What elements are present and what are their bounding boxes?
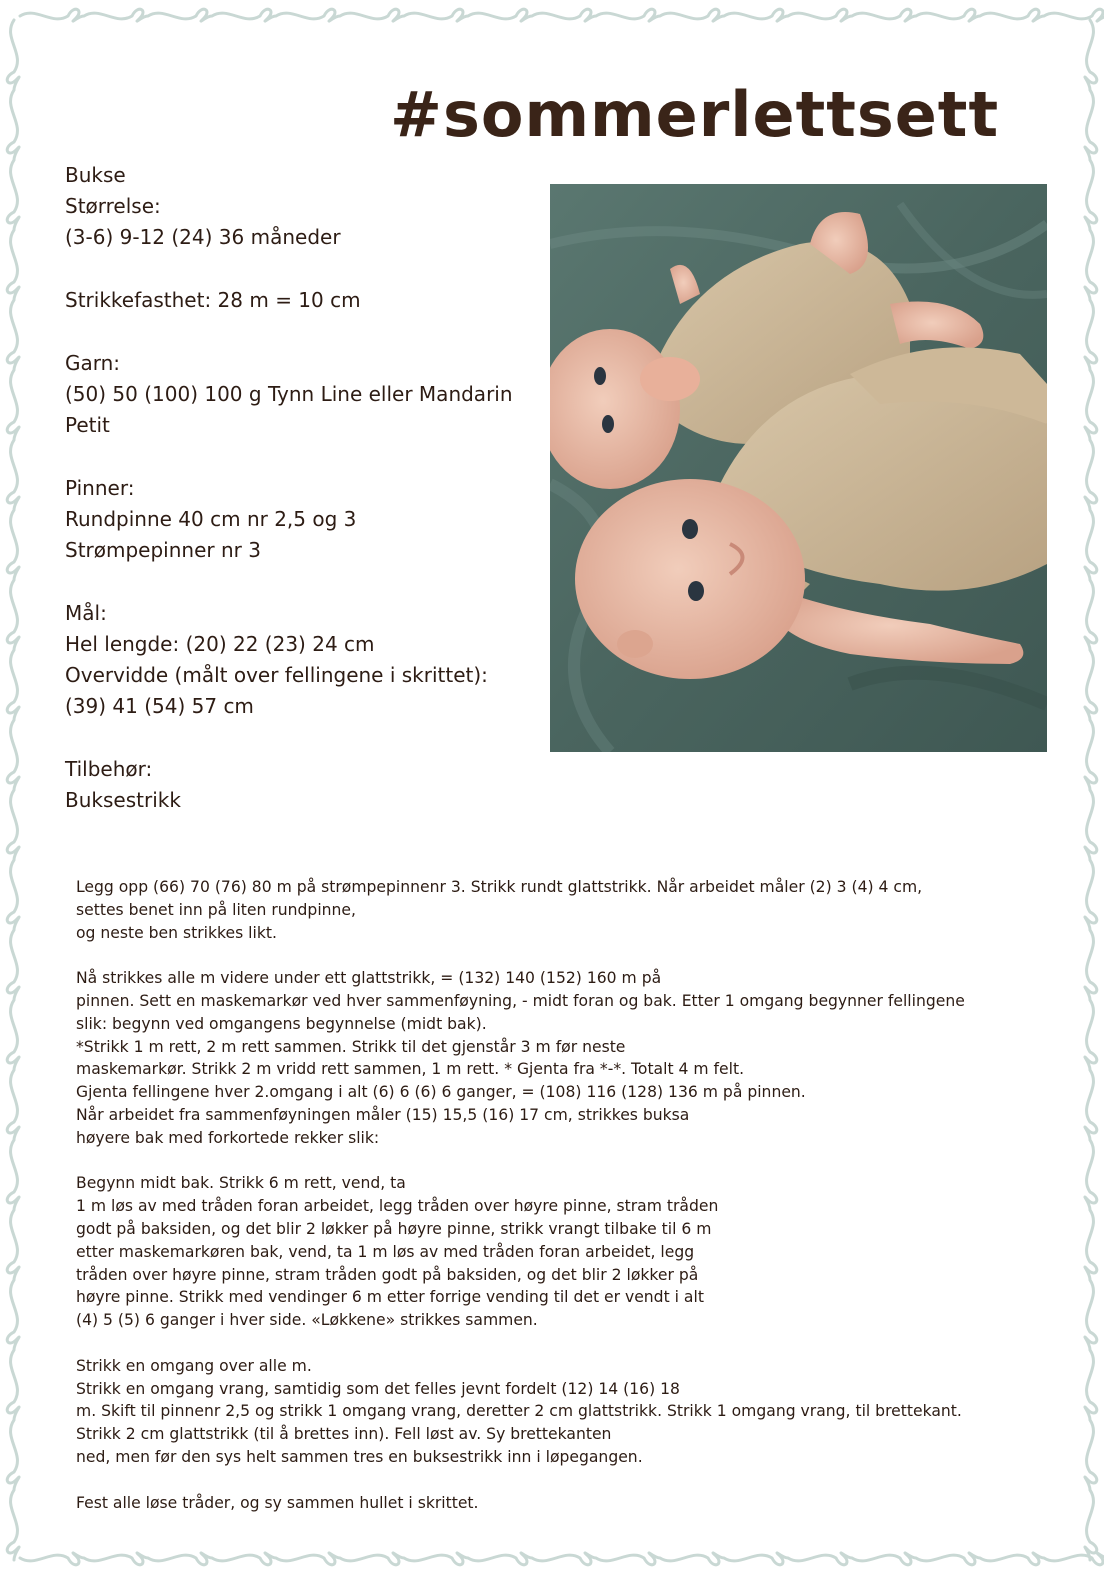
instruction-line: etter maskemarkøren bak, vend, ta 1 m løs av med tråden foran arbeidet, legg <box>76 1242 695 1261</box>
needles-line: Strømpepinner nr 3 <box>65 538 261 562</box>
instruction-line: høyere bak med forkortede rekker slik: <box>76 1128 380 1147</box>
instruction-line: Begynn midt bak. Strikk 6 m rett, vend, ta <box>76 1174 406 1193</box>
yarn-line: (50) 50 (100) 100 g Tynn Line eller Mandarin <box>65 382 513 406</box>
measure-label: Mål: <box>65 601 107 625</box>
instructions-text <box>76 876 1066 1514</box>
photo-illustration <box>550 184 1047 752</box>
instruction-line: *Strikk 1 m rett, 2 m rett sammen. Strikk til det gjenstår 3 m før neste <box>76 1037 626 1056</box>
instruction-line: Gjenta fellingene hver 2.omgang i alt (6) 6 (6) 6 ganger, = (108) 116 (128) 136 m på pinnen. <box>76 1083 806 1102</box>
instruction-line: tråden over høyre pinne, stram tråden godt på baksiden, og det blir 2 løkker på <box>76 1265 699 1284</box>
garment-heading: Bukse <box>65 163 126 187</box>
instruction-line: Strikk en omgang over alle m. <box>76 1356 312 1375</box>
measure-line: (39) 41 (54) 57 cm <box>65 694 254 718</box>
instruction-line: (4) 5 (5) 6 ganger i hver side. «Løkkene» strikkes sammen. <box>76 1311 538 1330</box>
instruction-line: Strikk 2 cm glattstrikk (til å brettes inn). Fell løst av. Sy brettekanten <box>76 1425 612 1444</box>
needles-line: Rundpinne 40 cm nr 2,5 og 3 <box>65 507 357 531</box>
measure-line: Overvidde (målt over fellingene i skrittet): <box>65 663 488 687</box>
size-label: Størrelse: <box>65 194 161 218</box>
instruction-line: pinnen. Sett en maskemarkør ved hver sammenføyning, - midt foran og bak. Etter 1 omgang begynner fellingene <box>76 991 965 1010</box>
instruction-line: slik: begynn ved omgangens begynnelse (midt bak). <box>76 1014 487 1033</box>
instruction-line: Når arbeidet fra sammenføyningen måler (15) 15,5 (16) 17 cm, strikkes buksa <box>76 1105 690 1124</box>
instruction-line: Nå strikkes alle m videre under ett glattstrikk, = (132) 140 (152) 160 m på <box>76 969 662 988</box>
measure-line: Hel lengde: (20) 22 (23) 24 cm <box>65 632 375 656</box>
instruction-line: og neste ben strikkes likt. <box>76 923 277 942</box>
instruction-line: settes benet inn på liten rundpinne, <box>76 900 356 919</box>
accessories-value: Buksestrikk <box>65 788 181 812</box>
needles-label: Pinner: <box>65 476 135 500</box>
instruction-line: ned, men før den sys helt sammen tres en buksestrikk inn i løpegangen. <box>76 1447 643 1466</box>
instruction-line: Fest alle løse tråder, og sy sammen hullet i skrittet. <box>76 1493 479 1512</box>
instruction-line: 1 m løs av med tråden foran arbeidet, legg tråden over høyre pinne, stram tråden <box>76 1197 719 1216</box>
pattern-info <box>65 160 545 816</box>
yarn-label: Garn: <box>65 351 121 375</box>
instruction-line: høyre pinne. Strikk med vendinger 6 m etter forrige vending til det er vendt i alt <box>76 1288 704 1307</box>
yarn-line: Petit <box>65 413 110 437</box>
instruction-line: m. Skift til pinnenr 2,5 og strikk 1 omgang vrang, deretter 2 cm glattstrikk. Strikk 1 omgang vrang, til brettekant. <box>76 1402 962 1421</box>
gauge-text: Strikkefasthet: 28 m = 10 cm <box>65 288 361 312</box>
instruction-line: maskemarkør. Strikk 2 m vridd rett sammen, 1 m rett. * Gjenta fra *-*. Totalt 4 m felt. <box>76 1060 745 1079</box>
babies-photo <box>550 184 1047 752</box>
page-title: #sommerlettsett <box>390 78 1000 151</box>
size-value: (3-6) 9-12 (24) 36 måneder <box>65 225 341 249</box>
instruction-line: Strikk en omgang vrang, samtidig som det felles jevnt fordelt (12) 14 (16) 18 <box>76 1379 680 1398</box>
instruction-line: Legg opp (66) 70 (76) 80 m på strømpepinnenr 3. Strikk rundt glattstrikk. Når arbeidet måler (2) 3 (4) 4 cm, <box>76 878 923 896</box>
accessories-label: Tilbehør: <box>65 757 153 781</box>
instruction-line: godt på baksiden, og det blir 2 løkker på høyre pinne, strikk vrangt tilbake til 6 m <box>76 1219 712 1238</box>
